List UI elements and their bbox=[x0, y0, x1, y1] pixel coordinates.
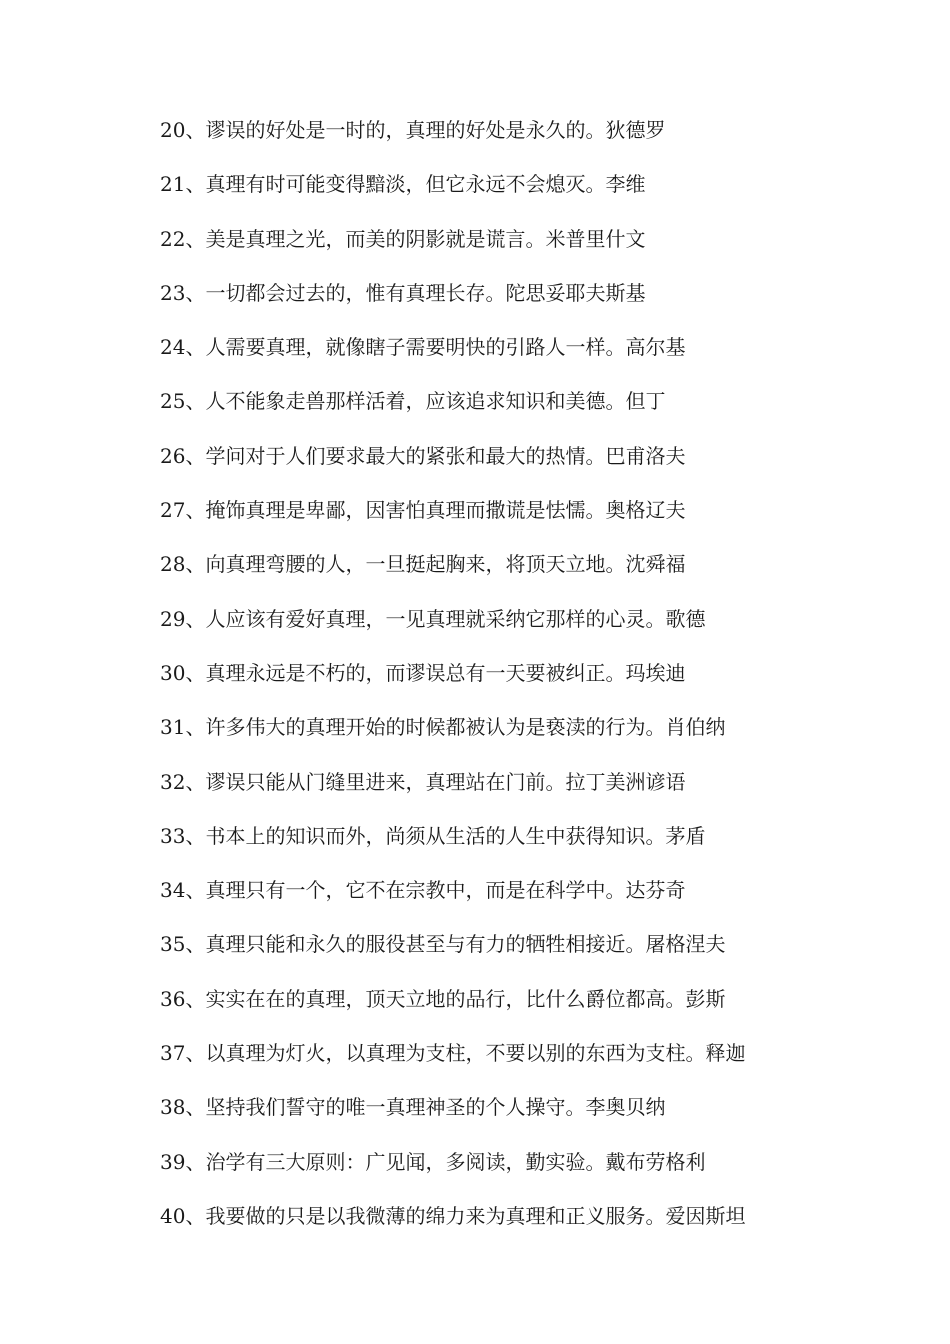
quote-item: 23、一切都会过去的，惟有真理长存。陀思妥耶夫斯基 bbox=[160, 280, 646, 305]
quote-item: 27、掩饰真理是卑鄙，因害怕真理而撒谎是怯懦。奥格辽夫 bbox=[160, 498, 686, 523]
quote-item: 34、真理只有一个，它不在宗教中，而是在科学中。达芬奇 bbox=[160, 878, 686, 903]
quote-item: 20、谬误的好处是一时的，真理的好处是永久的。狄德罗 bbox=[160, 118, 666, 142]
quote-item: 29、人应该有爱好真理，一见真理就采纳它那样的心灵。歌德 bbox=[160, 606, 706, 631]
quote-item: 24、人需要真理，就像瞎子需要明快的引路人一样。高尔基 bbox=[160, 335, 686, 360]
quote-item: 28、向真理弯腰的人，一旦挺起胸来，将顶天立地。沈舜福 bbox=[160, 552, 686, 577]
quote-item: 40、我要做的只是以我微薄的绵力来为真理和正义服务。爱因斯坦 bbox=[160, 1203, 746, 1228]
quote-item: 25、人不能象走兽那样活着，应该追求知识和美德。但丁 bbox=[160, 389, 666, 414]
quote-item: 39、治学有三大原则：广见闻，多阅读，勤实验。戴布劳格利 bbox=[160, 1149, 706, 1174]
quote-item: 38、坚持我们誓守的唯一真理神圣的个人操守。李奥贝纳 bbox=[160, 1095, 666, 1120]
quote-item: 31、许多伟大的真理开始的时候都被认为是亵渎的行为。肖伯纳 bbox=[160, 715, 726, 740]
quote-item: 33、书本上的知识而外，尚须从生活的人生中获得知识。茅盾 bbox=[160, 823, 706, 848]
quote-item: 32、谬误只能从门缝里进来，真理站在门前。拉丁美洲谚语 bbox=[160, 769, 686, 794]
quote-item: 35、真理只能和永久的服役甚至与有力的牺牲相接近。屠格涅夫 bbox=[160, 932, 726, 957]
quote-item: 26、学问对于人们要求最大的紧张和最大的热情。巴甫洛夫 bbox=[160, 443, 686, 468]
quote-item: 36、实实在在的真理，顶天立地的品行，比什么爵位都高。彭斯 bbox=[160, 986, 726, 1011]
quote-list bbox=[160, 110, 860, 1250]
quote-item: 21、真理有时可能变得黯淡，但它永远不会熄灭。李维 bbox=[160, 172, 646, 197]
quote-item: 30、真理永远是不朽的，而谬误总有一天要被纠正。玛埃迪 bbox=[160, 660, 686, 685]
quote-item: 37、以真理为灯火，以真理为支柱，不要以别的东西为支柱。释迦 bbox=[160, 1041, 746, 1066]
quote-item: 22、美是真理之光，而美的阴影就是谎言。米普里什文 bbox=[160, 226, 646, 251]
